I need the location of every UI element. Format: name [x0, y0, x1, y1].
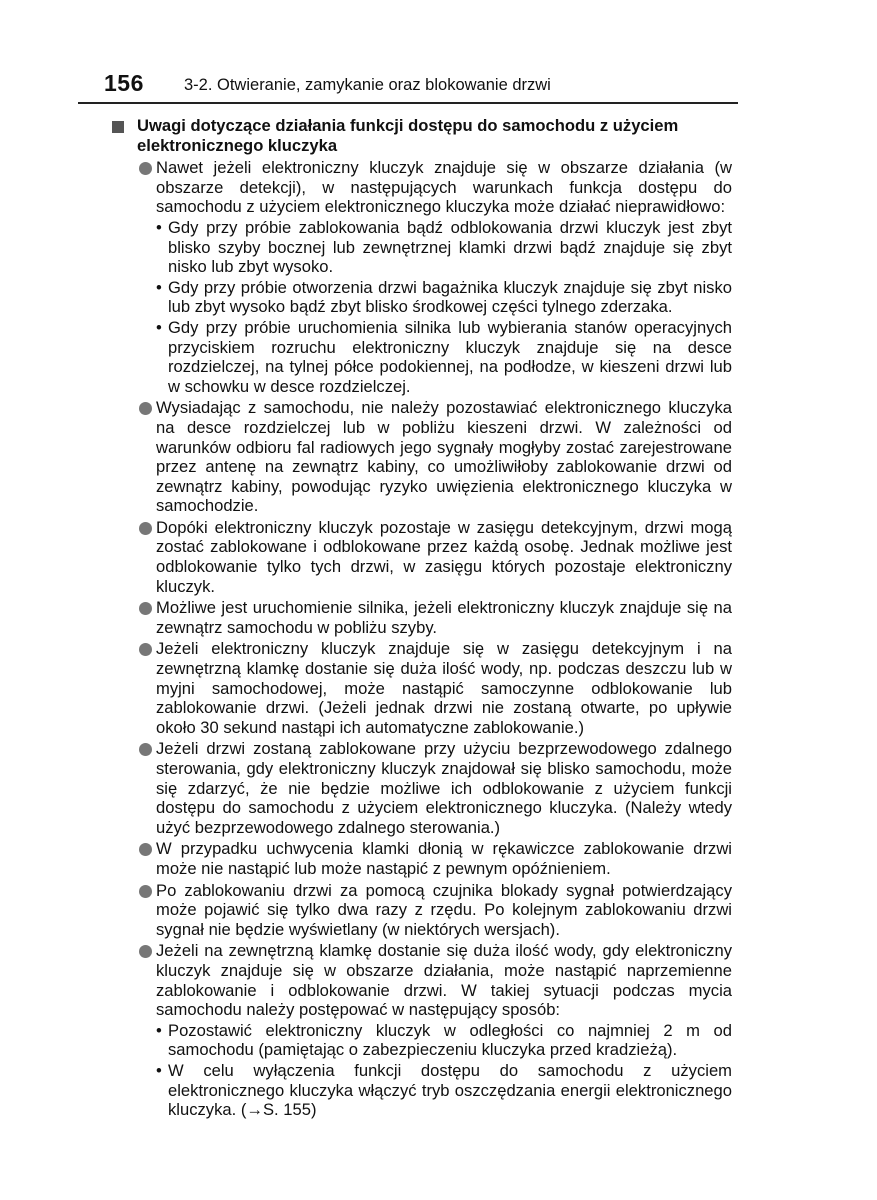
list-item	[139, 941, 732, 1119]
list-item	[139, 398, 732, 516]
sub-list-item	[156, 1021, 732, 1060]
dot-marker-icon: •	[156, 277, 162, 297]
square-bullet-icon	[112, 121, 124, 133]
circle-bullet-icon	[139, 843, 152, 856]
bullet-text: Jeżeli drzwi zostaną zablokowane przy użyciu bezprzewodowego zdalnego sterowania, gdy elektroniczny kluczyk znajdował się blisko samochodu, może się zdarzyć, że nie będzie możliwe ich odblokowanie z użyciem funkcji dostępu do samochodu z użyciem elektronicznego kluczyka. (Należy wtedy użyć bezprzewodowego zdalnego sterowania.)	[156, 739, 732, 837]
sub-list-item	[156, 318, 732, 396]
header-rule	[78, 102, 738, 104]
sub-item-text: Gdy przy próbie uruchomienia silnika lub wybierania stanów operacyjnych przyciskiem rozruchu elektroniczny kluczyk znajduje się na desce rozdzielczej, na tylnej półce podokiennej, na podłodze, w kieszeni drzwi lub w schowku w desce rozdzielczej.	[168, 317, 732, 396]
page-content	[112, 116, 732, 1120]
dot-marker-icon: •	[156, 317, 162, 337]
sub-list-item	[156, 278, 732, 317]
sub-list-item	[156, 1061, 732, 1120]
circle-bullet-icon	[139, 743, 152, 756]
list-item	[139, 158, 732, 396]
list-item	[139, 639, 732, 737]
section-title: Uwagi dotyczące działania funkcji dostępu do samochodu z użyciem elektronicznego kluczyka	[137, 116, 679, 155]
section-heading	[112, 116, 732, 155]
bullet-text: Możliwe jest uruchomienie silnika, jeżeli elektroniczny kluczyk znajduje się na zewnątrz samochodu w pobliżu szyby.	[156, 598, 732, 637]
sub-item-text: Gdy przy próbie zablokowania bądź odblokowania drzwi kluczyk jest zbyt blisko szyby bocznej lub zewnętrznej klamki drzwi bądź znajduje się zbyt nisko lub zbyt wysoko.	[168, 217, 732, 277]
sub-list-item	[156, 218, 732, 277]
page-number: 156	[104, 70, 144, 96]
sub-item-text: Pozostawić elektroniczny kluczyk w odległości co najmniej 2 m od samochodu (pamiętając o zabezpieczeniu kluczyka przed kradzieżą).	[168, 1020, 732, 1060]
circle-bullet-icon	[139, 602, 152, 615]
dot-marker-icon: •	[156, 1060, 162, 1080]
sub-item-text: W celu wyłączenia funkcji dostępu do samochodu z użyciem elektronicznego kluczyka włączyć tryb oszczędzania energii elektronicznego kluczyka. (→S. 155)	[168, 1060, 732, 1120]
circle-bullet-icon	[139, 643, 152, 656]
sub-item-text: Gdy przy próbie otworzenia drzwi bagażnika kluczyk znajduje się zbyt nisko lub zbyt wysoko bądź zbyt blisko środkowej części tylnego zderzaka.	[168, 277, 732, 317]
bullet-text: Po zablokowaniu drzwi za pomocą czujnika blokady sygnał potwierdzający może pojawić się tylko dwa razy z rzędu. Po kolejnym zablokowaniu drzwi sygnał nie będzie wyświetlany (w niektórych wersjach).	[156, 880, 732, 939]
list-item	[139, 881, 732, 940]
list-item	[139, 598, 732, 637]
dot-marker-icon: •	[156, 217, 162, 237]
circle-bullet-icon	[139, 945, 152, 958]
bullet-text: Dopóki elektroniczny kluczyk pozostaje w zasięgu detekcyjnym, drzwi mogą zostać zablokowane i odblokowane przez każdą osobę. Jednak możliwe jest odblokowanie tylko tych drzwi, w zasięgu których pozostaje elektroniczny kluczyk.	[156, 517, 732, 596]
bullet-text: Jeżeli na zewnętrzną klamkę dostanie się duża ilość wody, gdy elektroniczny kluczyk znajduje się w obszarze działania, może nastąpić naprzemienne zablokowanie i odblokowanie drzwi. W takiej sytuacji podczas mycia samochodu należy postępować w następujący sposób:	[156, 941, 732, 1020]
list-item	[139, 839, 732, 878]
list-item	[139, 518, 732, 596]
circle-bullet-icon	[139, 522, 152, 535]
chapter-title: 3-2. Otwieranie, zamykanie oraz blokowanie drzwi	[184, 76, 551, 94]
circle-bullet-icon	[139, 402, 152, 415]
bullet-text: W przypadku uchwycenia klamki dłonią w rękawiczce zablokowanie drzwi może nie nastąpić lub może nastąpić z pewnym opóźnieniem.	[156, 839, 732, 878]
circle-bullet-icon	[139, 885, 152, 898]
bullet-text: Wysiadając z samochodu, nie należy pozostawiać elektronicznego kluczyka na desce rozdzielczej lub w pobliżu kieszeni drzwi. W zależności od warunków odbioru fal radiowych jego sygnały mogłyby zostać zarejestrowane przez antenę na zewnątrz kabiny, co umożliwiłoby zablokowanie drzwi od zewnątrz kabiny, powodując ryzyko uwięzienia elektronicznego kluczyka w samochodzie.	[156, 398, 732, 516]
bullet-text: Jeżeli elektroniczny kluczyk znajduje się w zasięgu detekcyjnym i na zewnętrzną klamkę dostanie się duża ilość wody, np. podczas deszczu lub w myjni samochodowej, może nastąpić samoczynne odblokowanie lub zablokowanie drzwi. (Jeżeli jednak drzwi nie zostaną otwarte, po upływie około 30 sekund nastąpi ich automatyczne zablokowanie.)	[156, 639, 732, 737]
list-item	[139, 739, 732, 837]
page-header	[0, 0, 877, 104]
circle-bullet-icon	[139, 162, 152, 175]
dot-marker-icon: •	[156, 1020, 162, 1040]
bullet-text: Nawet jeżeli elektroniczny kluczyk znajduje się w obszarze działania (w obszarze detekcji), w następujących warunkach funkcja dostępu do samochodu z użyciem elektronicznego kluczyka może działać nieprawidłowo:	[156, 158, 732, 217]
